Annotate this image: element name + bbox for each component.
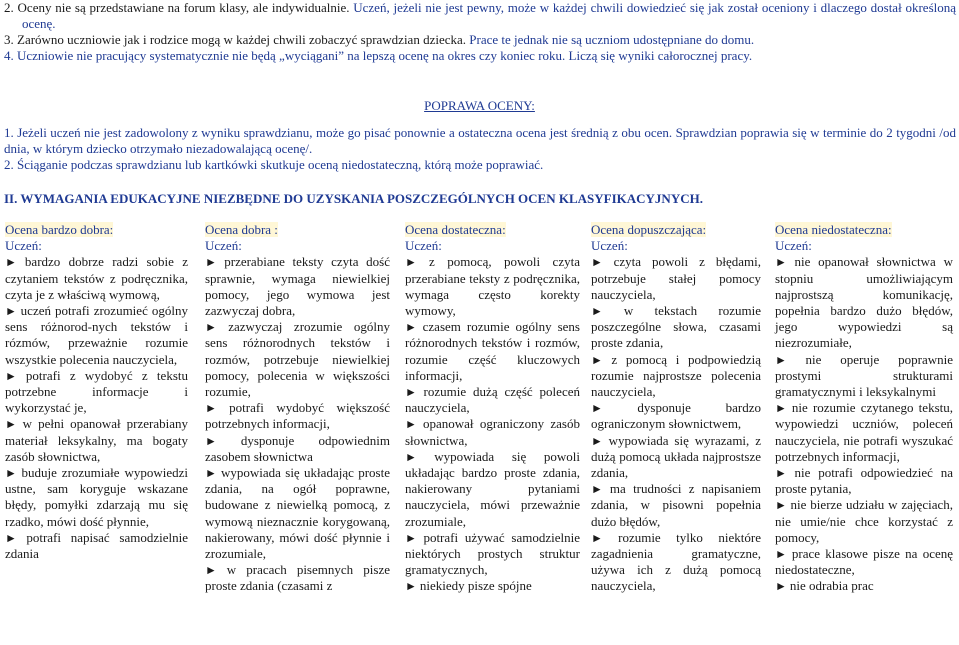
triangle-bullet-icon: ► [205,255,225,270]
requirement-text: w tekstach rozumie poszczególne słowa, czasami proste zdania, [591,303,761,351]
item-number: 2. [4,157,14,172]
requirement-item [405,416,580,448]
triangle-bullet-icon: ► [591,482,610,497]
requirement-item [5,530,188,562]
requirement-text: w pracach pisemnych pisze proste zdania (czasami z [205,562,390,594]
triangle-bullet-icon: ► [5,530,27,545]
requirement-text: potrafi wydobyć większość potrzebnych informacji, [205,400,390,432]
requirement-text: potrafi z wydobyć z tekstu potrzebne informacje i wykorzystać je, [5,367,188,416]
requirement-item [591,352,761,401]
rule-number: 4. [4,48,14,63]
triangle-bullet-icon: ► [405,449,435,464]
triangle-bullet-icon: ► [591,304,624,319]
requirement-item [405,319,580,384]
requirement-text: nie potrafi odpowiedzieć na proste pytania, [775,465,953,497]
requirement-text: buduje zrozumiałe wypowiedzi ustne, sam koryguje wskazane błędy, pomyłki zdarzają mu się rzadko, mówi dość płynnie, [5,465,188,529]
requirement-item [775,465,953,497]
triangle-bullet-icon: ► [591,401,638,416]
rule-text-highlight: Uczeń, jeżeli nie jest pewny, może w każdej chwili dowiedzieć się jak został oceniony i dlaczego dostał określoną ocenę. [22,0,957,31]
triangle-bullet-icon: ► [405,320,423,335]
rule-4 [4,48,956,64]
triangle-bullet-icon: ► [5,466,22,481]
uczen-label: Uczeń: [405,238,442,254]
requirement-item [405,384,580,416]
requirement-item [205,562,390,594]
requirement-item [405,530,580,579]
triangle-bullet-icon: ► [775,547,792,562]
triangle-bullet-icon: ► [5,368,26,383]
requirement-text: przerabiane teksty czyta dość sprawnie, wymaga niewielkiej pomocy, jego wymowa jest zazwyczaj dobra, [205,254,390,319]
grade-header: Ocena dobra : [205,222,278,237]
triangle-bullet-icon: ► [205,433,241,448]
uczen-label: Uczeń: [591,238,628,254]
grade-header: Ocena niedostateczna: [775,222,892,237]
requirement-text: nie bierze udziału w zajęciach, nie umie/nie chce korzystać z pomocy, [775,497,953,545]
requirement-item [405,449,580,530]
rule-text-highlight: Prace te jednak nie są uczniom udostępniane do domu. [466,32,755,47]
uczen-label: Uczeń: [5,238,42,254]
triangle-bullet-icon: ► [405,255,430,270]
requirement-item [775,546,953,578]
triangle-bullet-icon: ► [775,498,791,513]
requirement-item [405,254,580,319]
column-niedostateczna [775,222,953,595]
requirement-item [591,303,761,352]
poprawa-list [4,125,956,173]
requirement-item [5,303,188,368]
triangle-bullet-icon: ► [205,563,227,578]
requirement-text: rozumie dużą część poleceń nauczyciela, [405,384,580,416]
triangle-bullet-icon: ► [5,255,25,270]
triangle-bullet-icon: ► [591,352,612,367]
requirement-text: ma trudności z napisaniem zdania, w pisowni popełnia dużo błędów, [591,481,761,529]
requirement-text: rozumie tylko niektóre zagadnienia gramatyczne, używa ich z dużą pomocą nauczyciela, [591,529,761,594]
triangle-bullet-icon: ► [405,530,424,545]
requirement-text: czyta powoli z błędami, potrzebuje stałej pomocy nauczyciela, [591,254,761,302]
poprawa-item-1 [4,125,956,157]
requirement-text: opanował ograniczony zasób słownictwa, [405,416,580,448]
rule-number: 2. [4,0,14,15]
requirement-item [5,465,188,530]
triangle-bullet-icon: ► [775,255,795,270]
grade-header: Ocena bardzo dobra: [5,222,114,237]
triangle-bullet-icon: ► [775,352,806,367]
requirement-item [205,319,390,400]
grade-requirements [0,222,959,645]
requirement-item [5,254,188,303]
rule-text-highlight: Uczniowie nie pracujący systematycznie nie będą „wyciągani” na lepszą ocenę na okres czy koniec roku. Liczą się wyniki całorocznej pracy. [17,48,753,63]
requirement-item [775,254,953,351]
requirement-text: z pomocą, powoli czyta przerabiane teksty z podręcznika, wymaga często korekty wymowy, [405,254,580,319]
requirement-item [205,400,390,432]
rule-2 [4,0,956,32]
triangle-bullet-icon: ► [205,320,229,335]
requirement-item [205,465,390,562]
rule-text: Zarówno uczniowie jak i rodzice mogą w każdej chwili zobaczyć sprawdzian dziecka. [17,32,467,47]
requirement-text: czasem rozumie ogólny sens różnorodnych tekstów i rozmów, rozumie część kluczowych informacji, [405,319,580,383]
requirement-text: potrafi napisać samodzielnie zdania [5,529,188,562]
triangle-bullet-icon: ► [775,466,795,481]
requirement-item [205,254,390,319]
requirement-text: bardzo dobrze radzi sobie z czytaniem tekstów z podręcznika, czyta je z właściwą wymową, [5,254,188,302]
column-dostateczna [405,222,580,595]
section-title-poprawa: POPRAWA OCENY: [424,98,535,113]
triangle-bullet-icon: ► [775,579,790,594]
triangle-bullet-icon: ► [591,433,609,448]
requirement-text: dysponuje bardzo ograniczonym słownictwem, [591,400,761,432]
requirement-text: potrafi używać samodzielnie niektórych prostych struktur gramatycznych, [405,529,580,578]
triangle-bullet-icon: ► [775,401,792,416]
rule-3 [4,32,956,48]
requirement-item [5,368,188,417]
requirement-item [591,400,761,432]
requirement-text: nie opanował słownictwa w stopniu umożliwiającym najprostszą komunikację, popełnia bardzo dużo błędów, jego wypowiedzi są niezrozumiałe, [775,254,953,351]
requirement-text: prace klasowe pisze na ocenę niedostateczne, [775,546,953,578]
grade-header: Ocena dopuszczająca: [591,222,707,237]
triangle-bullet-icon: ► [205,466,221,481]
requirement-text: niekiedy pisze spójne [419,578,532,594]
triangle-bullet-icon: ► [591,530,619,545]
grade-header: Ocena dostateczna: [405,222,506,237]
poprawa-item-2 [4,157,956,173]
requirement-text: w pełni opanował przerabiany materiał leksykalny, ma bogaty zasób słownictwa, [5,416,188,464]
column-dobra [205,222,390,595]
requirement-item [591,530,761,595]
item-text: Ściąganie podczas sprawdzianu lub kartkówki skutkuje oceną niedostateczną, którą może poprawiać. [17,157,544,172]
rule-text: Oceny nie są przedstawiane na forum klasy, ale indywidualnie. [17,0,350,15]
rules-list [4,0,956,64]
triangle-bullet-icon: ► [5,417,23,432]
requirement-text: dysponuje odpowiednim zasobem słownictwa [205,432,390,464]
requirement-text: zazwyczaj zrozumie ogólny sens różnorodnych tekstów i rozmów, potrzebuje niewielkiej pomocy, polecenia w większości rozumie, [205,319,390,400]
triangle-bullet-icon: ► [591,255,614,270]
requirement-item [775,578,953,594]
column-bardzo-dobra [5,222,188,562]
requirement-text: wypowiada się powoli układając bardzo proste zdania, nakierowany pytaniami nauczyciela, mówi przeważnie zrozumiale, [405,448,580,529]
requirement-text: z pomocą i podpowiedzią rozumie najprostsze polecenia nauczyciela, [591,351,761,400]
requirement-text: nie operuje poprawnie prostymi strukturami gramatycznymi i leksykalnymi [775,351,953,400]
requirement-item [775,352,953,401]
triangle-bullet-icon: ► [405,417,423,432]
requirement-item [775,497,953,546]
requirement-item [591,481,761,530]
requirement-text: wypowiada się układając proste zdania, na ogół poprawne, budowane z niewielką pomocą, z wymową nieznacznie korygowaną, nakierowany, mówi dość płynnie i zrozumiale, [205,465,390,562]
requirement-text: nie odrabia prac [789,578,874,594]
requirement-text: uczeń potrafi zrozumieć ogólny sens różnorod-nych tekstów i rózmów, przeważnie rozumie wszystkie polecenia nauczyciela, [5,303,188,367]
triangle-bullet-icon: ► [405,385,424,400]
item-number: 1. [4,125,14,140]
uczen-label: Uczeń: [205,238,242,254]
triangle-bullet-icon: ► [405,579,420,594]
rule-number: 3. [4,32,14,47]
requirement-item [591,254,761,303]
triangle-bullet-icon: ► [5,304,21,319]
requirement-text: wypowiada się wyrazami, z dużą pomocą układa najprostsze zdania, [591,432,761,481]
requirement-item [205,433,390,465]
requirement-item [775,400,953,465]
item-text: Jeżeli uczeń nie jest zadowolony z wyniku sprawdzianu, może go pisać ponownie a ostateczna ocena jest średnią z obu ocen. Sprawdzian poprawia się w terminie do 2 tygodni /od dnia, w którym dziecko otrzymało niezadowalającą ocenę/. [4,125,956,156]
requirement-item [405,578,580,594]
requirement-item [5,416,188,465]
triangle-bullet-icon: ► [205,401,230,416]
section-heading-ii: II. WYMAGANIA EDUKACYJNE NIEZBĘDNE DO UZYSKANIA POSZCZEGÓLNYCH OCEN KLASYFIKACYJNYCH. [4,191,703,206]
requirement-text: nie rozumie czytanego tekstu, wypowiedzi uczniów, poleceń nauczyciela, nie potrafi wyszukać potrzebnych informacji, [775,400,953,464]
column-dopuszczajaca [591,222,761,595]
requirement-item [591,433,761,482]
uczen-label: Uczeń: [775,238,812,254]
